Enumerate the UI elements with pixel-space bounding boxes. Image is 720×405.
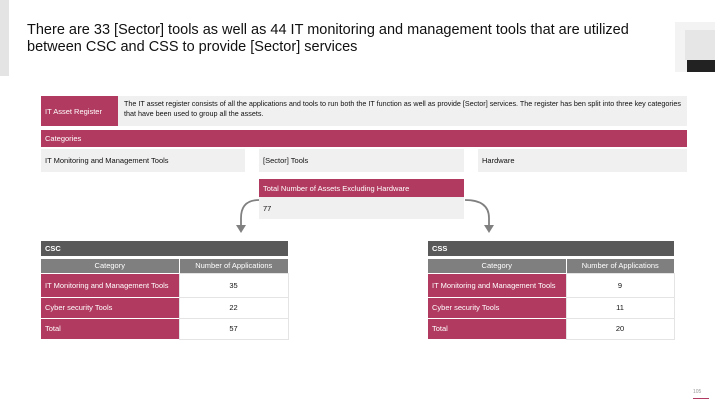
csc-row-category: Total: [41, 318, 179, 339]
css-col-category: Category: [428, 259, 566, 273]
table-row: [41, 273, 288, 297]
total-assets-label: Total Number of Assets Excluding Hardware: [259, 179, 464, 197]
left-arrow-icon: [228, 196, 268, 238]
table-row: [41, 297, 288, 318]
css-col-number: Number of Applications: [566, 259, 674, 273]
category-sector-tools: [Sector] Tools: [259, 149, 464, 172]
page-number: 105: [693, 389, 702, 395]
categories-bar: Categories: [41, 130, 687, 147]
csc-row-value: 35: [179, 273, 288, 297]
category-it-monitoring: IT Monitoring and Management Tools: [41, 149, 245, 172]
table-row: [428, 297, 674, 318]
css-row-value: 9: [566, 273, 674, 297]
asset-register-label: IT Asset Register: [41, 96, 118, 126]
category-hardware: Hardware: [478, 149, 687, 172]
table-row: [428, 318, 674, 339]
css-header: CSS: [428, 241, 674, 256]
asset-register-description: The IT asset register consists of all the applications and tools to run both the IT function as well as provide [Sector] services. The register has ben split into three key categories that have been used to group all the assets.: [118, 96, 687, 126]
table-row: [41, 318, 288, 339]
slide-title: There are 33 [Sector] tools as well as 44 IT monitoring and management tools that are utilized between CSC and CSS to provide [Sector] services: [27, 22, 629, 55]
total-assets-value: 77: [259, 197, 464, 219]
css-row-category: IT Monitoring and Management Tools: [428, 273, 566, 297]
right-arrow-icon: [460, 196, 500, 238]
css-row-category: Cyber security Tools: [428, 297, 566, 318]
corner-decoration: [675, 22, 715, 72]
csc-row-value: 57: [179, 318, 288, 339]
page-number-underline: [693, 398, 709, 399]
css-row-value: 20: [566, 318, 674, 339]
left-accent-bar: [0, 0, 9, 76]
csc-row-category: IT Monitoring and Management Tools: [41, 273, 179, 297]
csc-row-category: Cyber security Tools: [41, 297, 179, 318]
css-row-category: Total: [428, 318, 566, 339]
css-row-value: 11: [566, 297, 674, 318]
csc-col-category: Category: [41, 259, 179, 273]
css-table: [428, 259, 675, 340]
csc-row-value: 22: [179, 297, 288, 318]
csc-col-number: Number of Applications: [179, 259, 288, 273]
csc-header: CSC: [41, 241, 288, 256]
table-row: [428, 273, 674, 297]
csc-table: [41, 259, 289, 340]
corner-logo-block: [687, 60, 715, 72]
